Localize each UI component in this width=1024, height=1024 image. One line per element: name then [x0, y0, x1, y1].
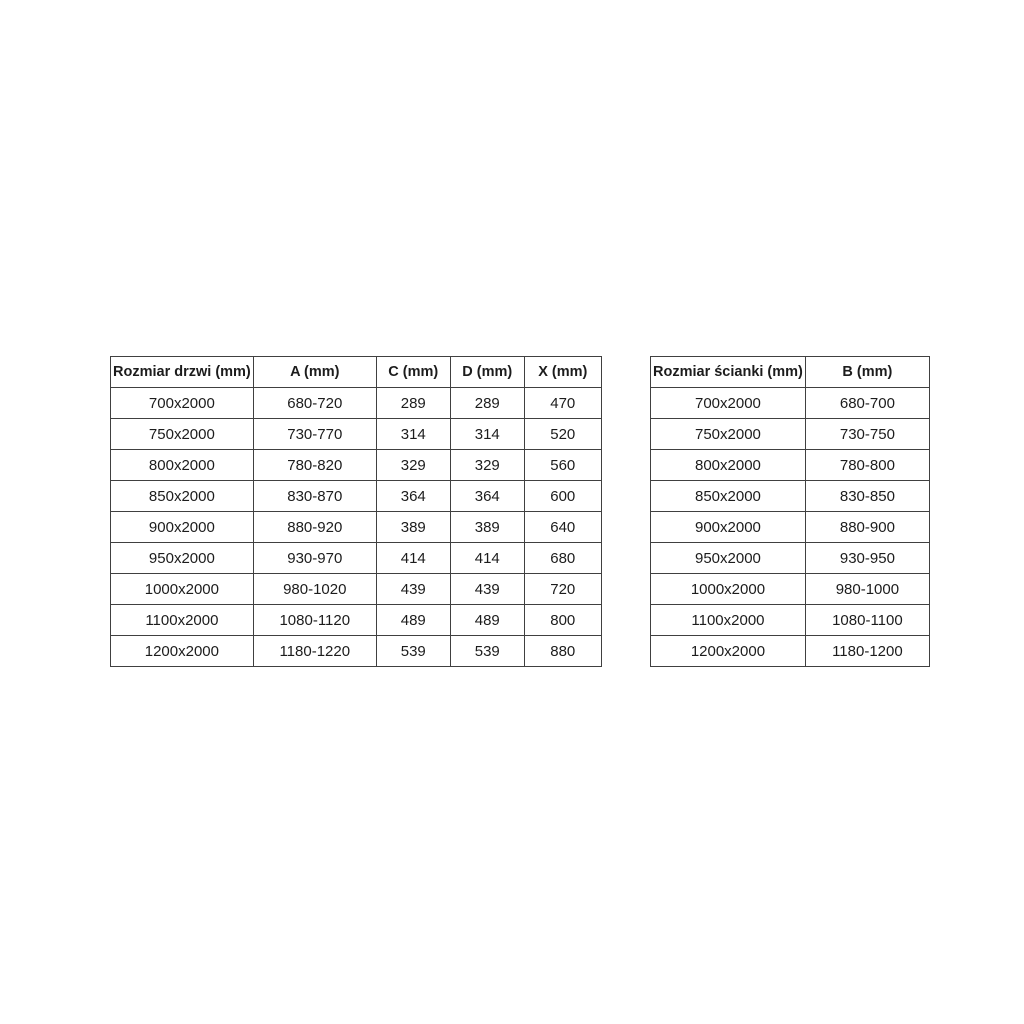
table-row: [111, 450, 602, 481]
table-cell: 289: [376, 388, 450, 419]
table-row: [651, 419, 930, 450]
table-cell: 520: [524, 419, 601, 450]
table-cell: 1180-1200: [805, 636, 929, 667]
table-cell: 1080-1100: [805, 605, 929, 636]
table-row: [111, 512, 602, 543]
table-cell: 750x2000: [651, 419, 806, 450]
table-cell: 980-1000: [805, 574, 929, 605]
table-cell: 329: [376, 450, 450, 481]
table-cell: 1100x2000: [111, 605, 254, 636]
table-cell: 289: [450, 388, 524, 419]
table-row: [651, 512, 930, 543]
column-header: Rozmiar ścianki (mm): [651, 357, 806, 388]
table-row: [651, 450, 930, 481]
table-cell: 930-970: [253, 543, 376, 574]
table-cell: 539: [450, 636, 524, 667]
table-cell: 1180-1220: [253, 636, 376, 667]
column-header: A (mm): [253, 357, 376, 388]
table-cell: 1200x2000: [111, 636, 254, 667]
table-cell: 1000x2000: [651, 574, 806, 605]
header-row: [111, 357, 602, 388]
table-row: [111, 636, 602, 667]
table-cell: 880-900: [805, 512, 929, 543]
table-cell: 950x2000: [111, 543, 254, 574]
table-cell: 730-770: [253, 419, 376, 450]
table-cell: 880-920: [253, 512, 376, 543]
table-cell: 700x2000: [111, 388, 254, 419]
table-cell: 780-800: [805, 450, 929, 481]
table-cell: 680-700: [805, 388, 929, 419]
table-row: [111, 388, 602, 419]
table-row: [651, 605, 930, 636]
table-row: [651, 543, 930, 574]
column-header: X (mm): [524, 357, 601, 388]
door-size-table-container: [110, 356, 602, 667]
table-row: [651, 574, 930, 605]
table-cell: 470: [524, 388, 601, 419]
column-header: C (mm): [376, 357, 450, 388]
table-cell: 680-720: [253, 388, 376, 419]
table-cell: 830-870: [253, 481, 376, 512]
table-cell: 364: [376, 481, 450, 512]
header-row: [651, 357, 930, 388]
table-cell: 1000x2000: [111, 574, 254, 605]
table-cell: 1100x2000: [651, 605, 806, 636]
table-row: [651, 636, 930, 667]
table-cell: 880: [524, 636, 601, 667]
table-cell: 489: [376, 605, 450, 636]
table-row: [111, 605, 602, 636]
table-row: [111, 543, 602, 574]
table-cell: 950x2000: [651, 543, 806, 574]
table-cell: 930-950: [805, 543, 929, 574]
column-header: D (mm): [450, 357, 524, 388]
table-cell: 750x2000: [111, 419, 254, 450]
table-cell: 389: [450, 512, 524, 543]
table-cell: 730-750: [805, 419, 929, 450]
table-cell: 439: [376, 574, 450, 605]
table-cell: 539: [376, 636, 450, 667]
column-header: B (mm): [805, 357, 929, 388]
table-cell: 314: [450, 419, 524, 450]
table-cell: 640: [524, 512, 601, 543]
wall-size-table: [650, 356, 930, 667]
table-cell: 414: [376, 543, 450, 574]
table-cell: 600: [524, 481, 601, 512]
table-cell: 389: [376, 512, 450, 543]
table-row: [111, 419, 602, 450]
table-cell: 780-820: [253, 450, 376, 481]
table-cell: 800: [524, 605, 601, 636]
table-row: [111, 574, 602, 605]
table-cell: 414: [450, 543, 524, 574]
table-cell: 800x2000: [651, 450, 806, 481]
table-cell: 800x2000: [111, 450, 254, 481]
table-cell: 700x2000: [651, 388, 806, 419]
wall-size-table-container: [650, 356, 930, 667]
table-cell: 850x2000: [111, 481, 254, 512]
table-cell: 489: [450, 605, 524, 636]
table-cell: 850x2000: [651, 481, 806, 512]
door-size-table: [110, 356, 602, 667]
column-header: Rozmiar drzwi (mm): [111, 357, 254, 388]
table-cell: 1080-1120: [253, 605, 376, 636]
table-cell: 980-1020: [253, 574, 376, 605]
table-cell: 680: [524, 543, 601, 574]
table-cell: 439: [450, 574, 524, 605]
table-cell: 560: [524, 450, 601, 481]
table-cell: 720: [524, 574, 601, 605]
table-row: [651, 388, 930, 419]
table-row: [651, 481, 930, 512]
table-cell: 900x2000: [651, 512, 806, 543]
table-cell: 329: [450, 450, 524, 481]
table-row: [111, 481, 602, 512]
table-cell: 1200x2000: [651, 636, 806, 667]
table-cell: 314: [376, 419, 450, 450]
table-cell: 830-850: [805, 481, 929, 512]
table-cell: 364: [450, 481, 524, 512]
table-cell: 900x2000: [111, 512, 254, 543]
